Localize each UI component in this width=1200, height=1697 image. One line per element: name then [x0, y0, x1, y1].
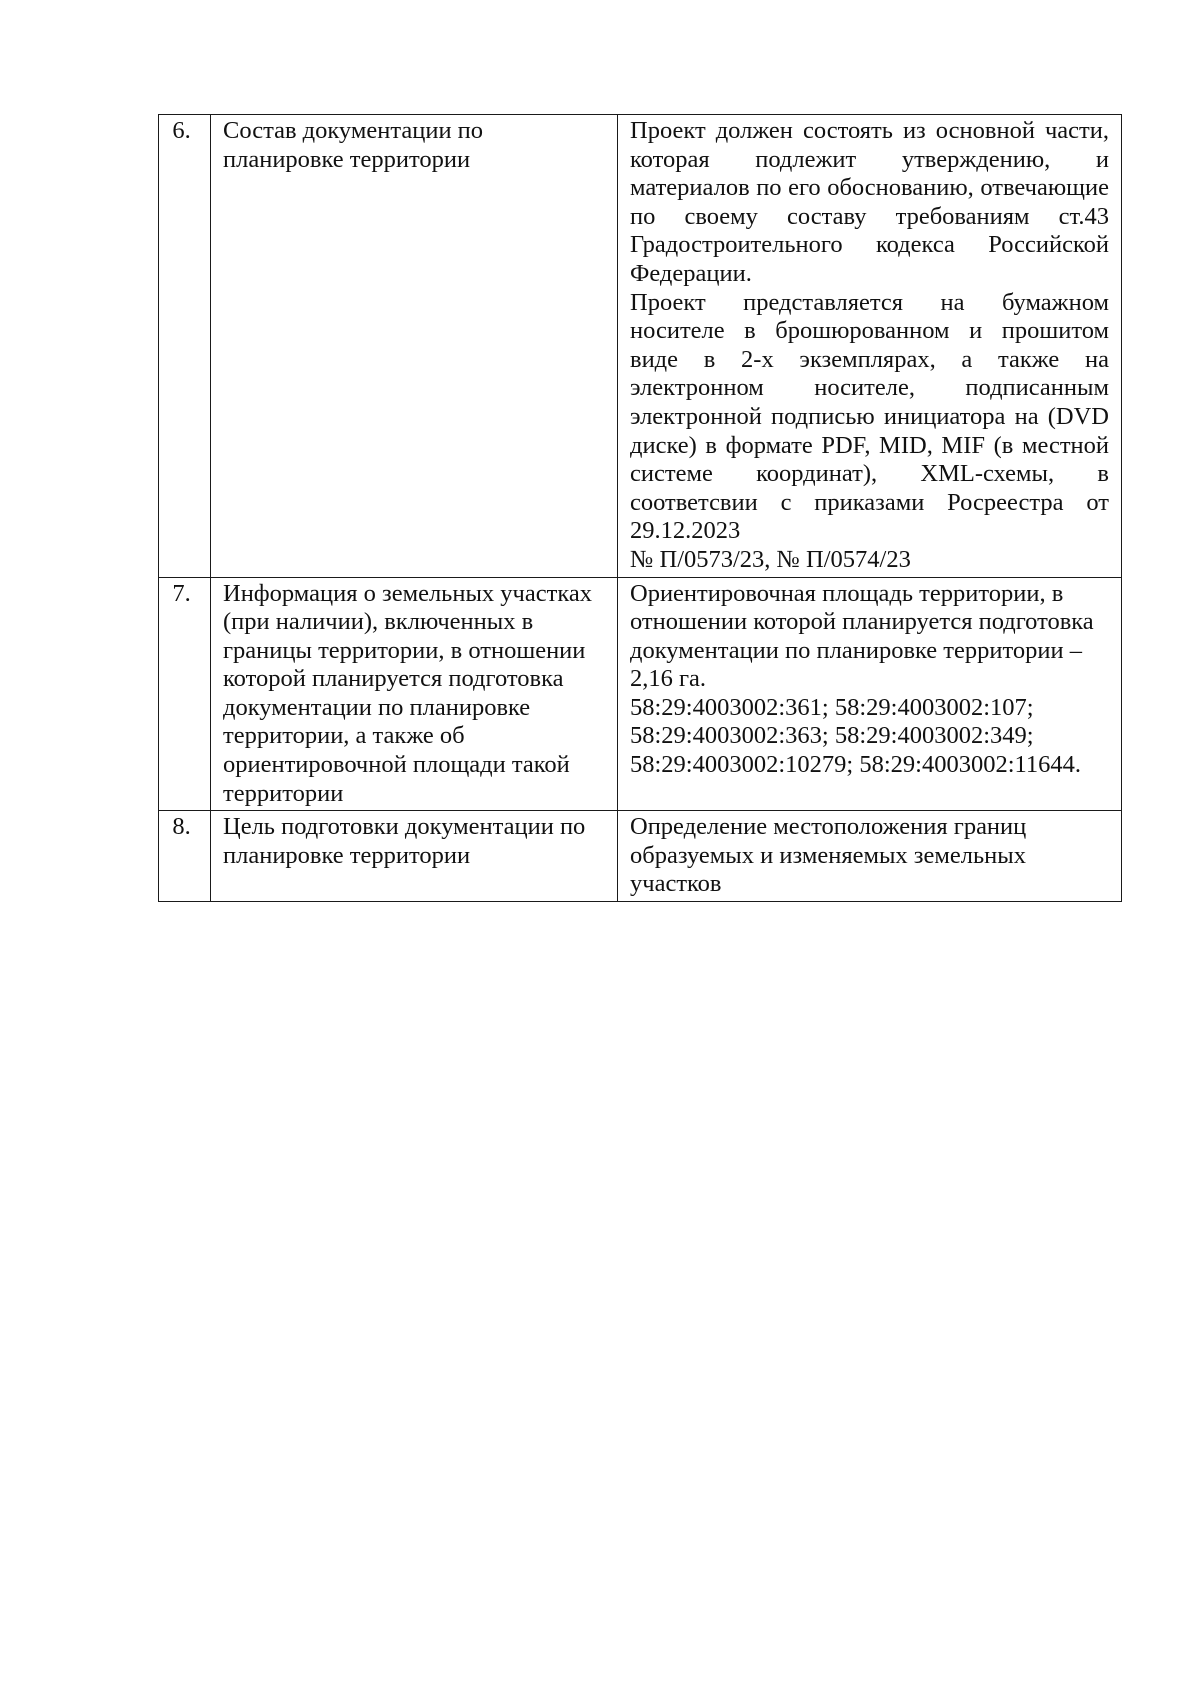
row-value-paragraph: № П/0573/23, № П/0574/23 [630, 545, 911, 573]
row-label: Состав документации по планировке территории [211, 115, 618, 578]
row-value [618, 115, 1122, 578]
row-value [618, 811, 1122, 902]
row-label: Цель подготовки документации по планировке территории [211, 811, 618, 902]
row-number: 6. [159, 115, 211, 578]
row-value-paragraph: Определение местоположения границ образуемых и изменяемых земельных участков [630, 813, 1027, 898]
row-number: 7. [159, 577, 211, 811]
requirements-table [158, 114, 1122, 902]
row-value [618, 577, 1122, 811]
row-value-paragraph: Проект должен состоять из основной части, которая подлежит утверждению, и материалов по его обоснованию, отвечающие по своему составу требованиям ст.43 Градостроительного кодекса Российской Федерации. [630, 117, 1109, 287]
row-number: 8. [159, 811, 211, 902]
row-value-paragraph: Ориентировочная площадь территории, в отношении которой планируется подготовка документации по планировке территории – 2,16 га. [630, 579, 1094, 693]
table-row [159, 115, 1122, 578]
row-value-paragraph: Проект представляется на бумажном носителе в брошюрованном и прошитом виде в 2-х экземплярах, а также на электронном носителе, подписанным электронной подписью инициатора на (DVD диске) в формате PDF, MID, MIF (в местной системе координат), XML-схемы, в соответсвии с приказами Росреестра от 29.12.2023 [630, 288, 1109, 545]
row-value-paragraph: 58:29:4003002:361; 58:29:4003002:107; 58:29:4003002:363; 58:29:4003002:349; 58:29:4003002:10279; 58:29:4003002:11644. [630, 693, 1081, 779]
row-label: Информация о земельных участках (при наличии), включенных в границы территории, в отношении которой планируется подготовка документации по планировке территории, а также об ориентировочной площади такой территории [211, 577, 618, 811]
table-row [159, 577, 1122, 811]
table-row [159, 811, 1122, 902]
